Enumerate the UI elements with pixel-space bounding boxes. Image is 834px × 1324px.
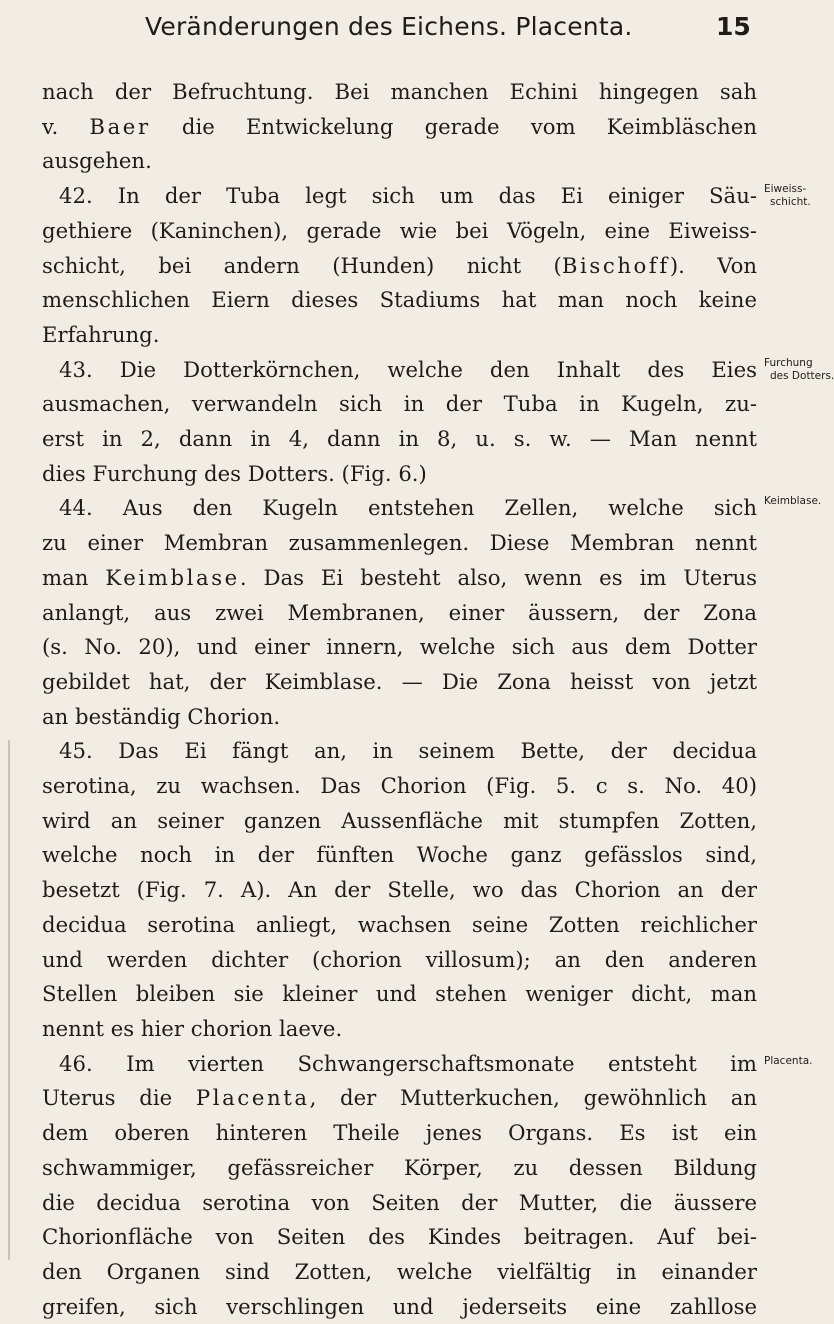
text-line: Chorionfläche von Seiten des Kindes beitragen. Auf bei- <box>42 1224 757 1250</box>
text-line: an beständig Chorion. <box>42 703 281 729</box>
text-line: erst in 2, dann in 4, dann in 8, u. s. w. — Man nennt <box>42 426 757 452</box>
body-text <box>42 75 757 1324</box>
author-name: Bischoff <box>561 252 670 278</box>
running-header <box>0 12 800 52</box>
text-line: wird an seiner ganzen Aussenfläche mit stumpfen Zotten, <box>42 807 757 833</box>
text-line: ausgehen. <box>42 148 152 174</box>
text-line: Erfahrung. <box>42 321 160 347</box>
text-line: man Keimblase. Das Ei besteht also, wenn es im Uterus <box>42 564 757 590</box>
text-line: Uterus die Placenta, der Mutterkuchen, gewöhnlich an <box>42 1085 757 1111</box>
text-line: schicht, bei andern (Hunden) nicht (Bischoff). Von <box>42 252 757 278</box>
page-edge-shadow <box>8 740 10 1260</box>
term-placenta: Placenta <box>195 1085 310 1111</box>
author-name: Baer <box>89 113 151 139</box>
text-line: dies Furchung des Dotters. (Fig. 6.) <box>42 460 427 486</box>
text-line: menschlichen Eiern dieses Stadiums hat man noch keine <box>42 287 757 313</box>
text-line: welche noch in der fünften Woche ganz gefässlos sind, <box>42 842 757 868</box>
running-title: Veränderungen des Eichens. Placenta. <box>145 12 633 41</box>
paragraph-42-start: 42. In der Tuba legt sich um das Ei einiger Säu- <box>59 183 757 209</box>
paragraph-44-start: 44. Aus den Kugeln entstehen Zellen, welche sich <box>59 495 757 521</box>
text-line: (s. No. 20), und einer innern, welche sich aus dem Dotter <box>42 634 757 660</box>
text-line: decidua serotina anliegt, wachsen seine Zotten reichlicher <box>42 911 757 937</box>
page-number: 15 <box>716 12 751 41</box>
margin-note-placenta: Placenta. <box>764 1054 813 1067</box>
paragraph-45-start: 45. Das Ei fängt an, in seinem Bette, der decidua <box>59 738 757 764</box>
text-line: die decidua serotina von Seiten der Mutter, die äussere <box>42 1189 757 1215</box>
text-line: den Organen sind Zotten, welche vielfältig in einander <box>42 1258 757 1284</box>
text-line: ausmachen, verwandeln sich in der Tuba in Kugeln, zu- <box>42 391 757 417</box>
text-line: zu einer Membran zusammenlegen. Diese Membran nennt <box>42 530 757 556</box>
text-line: schwammiger, gefässreicher Körper, zu dessen Bildung <box>42 1154 757 1180</box>
paragraph-43-start: 43. Die Dotterkörnchen, welche den Inhalt des Eies <box>59 356 757 382</box>
text-line: nennt es hier chorion laeve. <box>42 1015 343 1041</box>
text-line: greifen, sich verschlingen und jederseits eine zahllose <box>42 1293 757 1319</box>
margin-note-furchung: Furchung des Dotters. <box>764 356 834 382</box>
text-line: nach der Befruchtung. Bei manchen Echini hingegen sah <box>42 79 757 104</box>
text-line: v. Baer die Entwickelung gerade vom Keimbläschen <box>42 113 757 139</box>
term-keimblase: Keimblase <box>105 564 240 590</box>
text-line: serotina, zu wachsen. Das Chorion (Fig. 5. c s. No. 40) <box>42 773 757 799</box>
text-line: und werden dichter (chorion villosum); an den anderen <box>42 946 757 972</box>
text-line: dem oberen hinteren Theile jenes Organs. Es ist ein <box>42 1120 757 1146</box>
margin-note-keimblase: Keimblase. <box>764 495 822 508</box>
text-line: gebildet hat, der Keimblase. — Die Zona heisst von jetzt <box>42 668 757 694</box>
text-line: Stellen bleiben sie kleiner und stehen weniger dicht, man <box>42 981 757 1007</box>
text-line: besetzt (Fig. 7. A). An der Stelle, wo das Chorion an der <box>42 877 757 903</box>
paragraph-46-start: 46. Im vierten Schwangerschaftsmonate entsteht im <box>59 1050 757 1076</box>
margin-note-eiweiss: Eiweiss- schicht. <box>764 183 811 209</box>
text-line: anlangt, aus zwei Membranen, einer äussern, der Zona <box>42 599 757 625</box>
text-line: gethiere (Kaninchen), gerade wie bei Vögeln, eine Eiweiss- <box>42 217 757 243</box>
